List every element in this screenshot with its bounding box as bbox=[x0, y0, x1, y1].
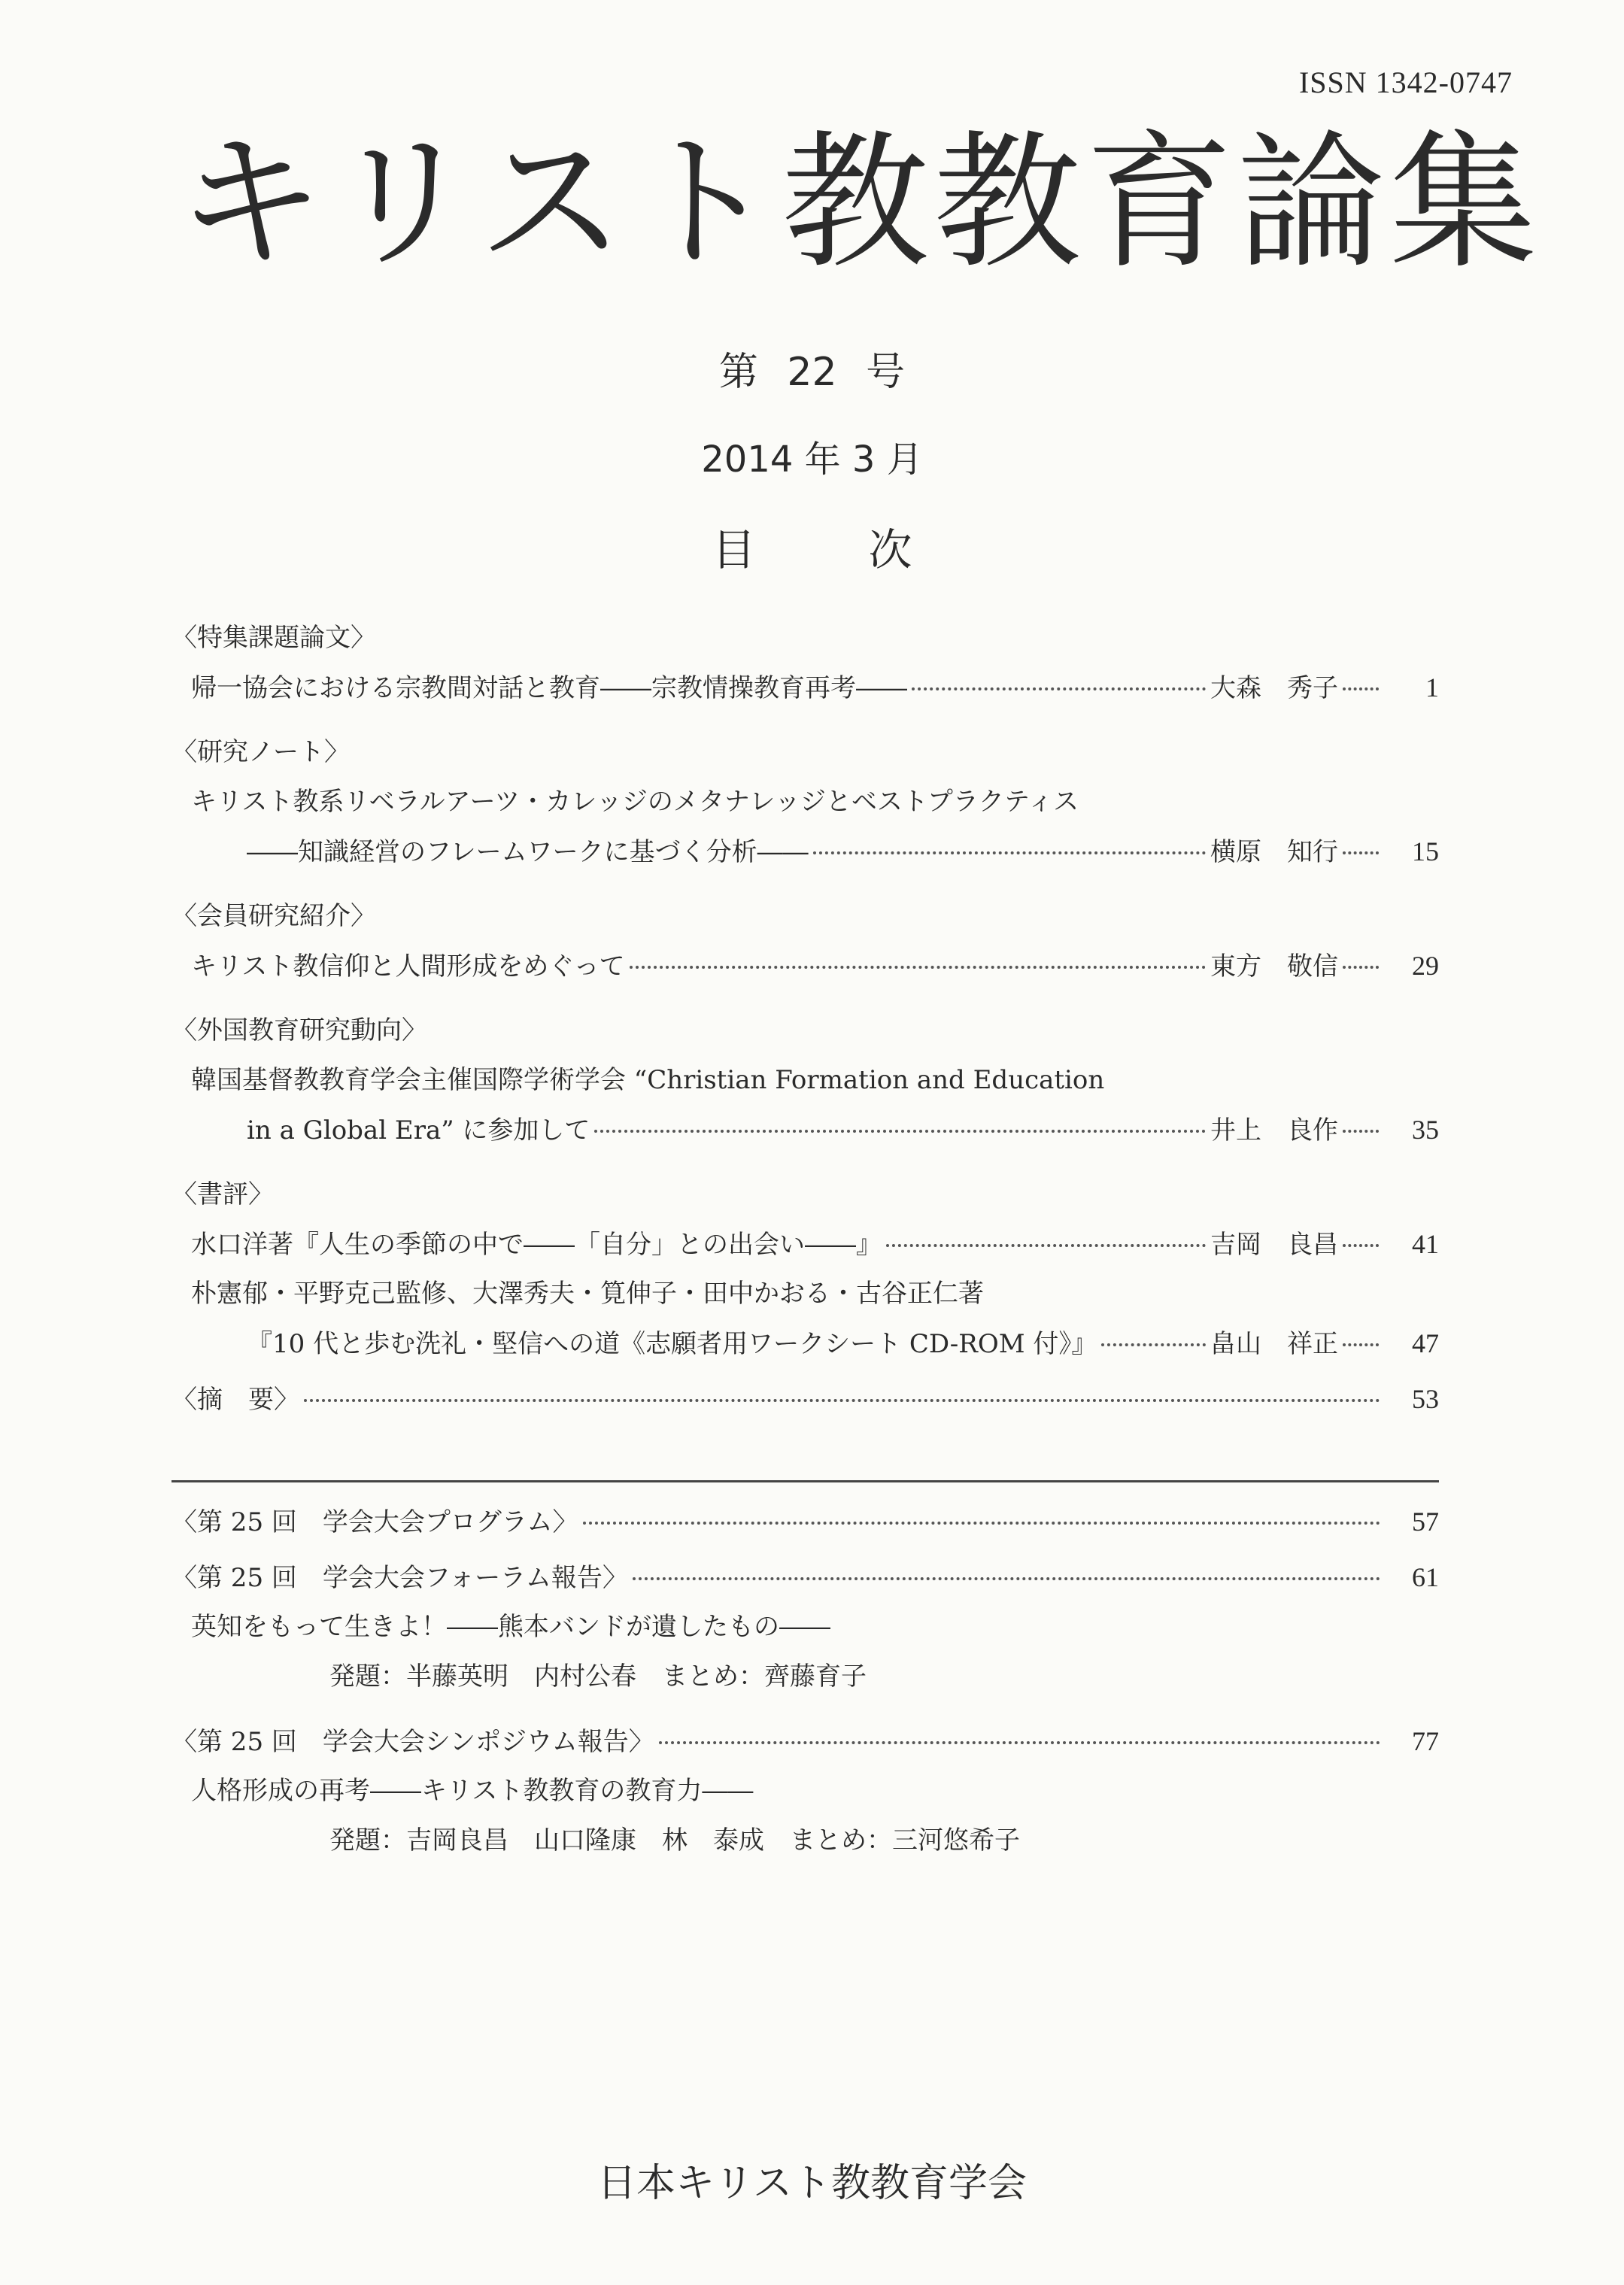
issn: ISSN 1342-0747 bbox=[1298, 65, 1513, 99]
entry-title-continuation: in a Global Era” に参加して bbox=[247, 1115, 590, 1146]
journal-title: キリスト教教育論集 bbox=[177, 117, 1542, 289]
meeting-speakers: 発題：吉岡良昌 山口隆康 林 泰成 まとめ：三河悠希子 bbox=[329, 1825, 1020, 1856]
meeting-speakers: 発題：半藤英明 内村公春 まとめ：齊藤育子 bbox=[329, 1661, 867, 1692]
issue-number: 第 22 号 bbox=[718, 350, 906, 395]
toc-entry[interactable] bbox=[172, 1552, 1439, 1602]
entry-title: 朴憲郁・平野克己監修、大澤秀夫・筧伸子・田中かおる・古谷正仁著 bbox=[191, 1279, 984, 1309]
toc-entry-abstracts[interactable] bbox=[172, 1374, 1439, 1424]
toc-entry[interactable] bbox=[172, 1497, 1439, 1546]
leader-dots bbox=[886, 1244, 1206, 1247]
entry-author: 東方 敬信 bbox=[1210, 951, 1338, 982]
entry-title: 帰一協会における宗教間対話と教育――宗教情操教育再考―― bbox=[191, 673, 907, 703]
leader-dots bbox=[912, 687, 1206, 690]
entry-page: 29 bbox=[1412, 951, 1439, 981]
leader-dots bbox=[1101, 1343, 1206, 1346]
leader-dots bbox=[304, 1399, 1380, 1402]
section-heading: 〈書評〉 bbox=[172, 1179, 274, 1209]
leader-dots bbox=[1343, 687, 1379, 690]
leader-dots bbox=[633, 1577, 1380, 1580]
meeting-label: 〈第 25 回 学会大会プログラム〉 bbox=[172, 1507, 578, 1537]
meeting-label: 〈第 25 回 学会大会シンポジウム報告〉 bbox=[172, 1727, 654, 1757]
toc-entry[interactable] bbox=[172, 1105, 1439, 1155]
leader-dots bbox=[594, 1130, 1206, 1133]
leader-dots bbox=[1343, 1244, 1379, 1247]
leader-dots bbox=[1343, 851, 1379, 854]
entry-page: 1 bbox=[1425, 672, 1439, 702]
entry-page: 77 bbox=[1412, 1726, 1439, 1756]
entry-page: 47 bbox=[1412, 1328, 1439, 1358]
leader-dots bbox=[1343, 1343, 1379, 1346]
leader-dots bbox=[1343, 966, 1379, 969]
section-heading: 〈特集課題論文〉 bbox=[172, 623, 376, 653]
issue-date: 2014 年 3 月 bbox=[701, 438, 923, 481]
toc-heading: 目次 bbox=[712, 524, 1025, 575]
entry-author: 大森 秀子 bbox=[1210, 673, 1338, 703]
meeting-label: 〈第 25 回 学会大会フォーラム報告〉 bbox=[172, 1563, 628, 1593]
entry-title: キリスト教信仰と人間形成をめぐって bbox=[191, 951, 625, 982]
entry-author: 横原 知行 bbox=[1210, 837, 1338, 867]
entry-author: 吉岡 良昌 bbox=[1210, 1230, 1338, 1260]
leader-dots bbox=[659, 1741, 1380, 1744]
entry-page: 61 bbox=[1412, 1562, 1439, 1592]
entry-page: 15 bbox=[1412, 836, 1439, 866]
toc-entry[interactable] bbox=[172, 827, 1439, 876]
entry-title: キリスト教系リベラルアーツ・カレッジのメタナレッジとベストプラクティス bbox=[191, 787, 1079, 817]
entry-title: 水口洋著『人生の季節の中で――「自分」との出会い――』 bbox=[191, 1230, 882, 1260]
section-heading: 〈研究ノート〉 bbox=[172, 737, 350, 767]
toc-entry[interactable] bbox=[172, 1219, 1439, 1269]
entry-page: 41 bbox=[1412, 1229, 1439, 1259]
entry-title: 韓国基督教教育学会主催国際学術学会 “Christian Formation and Education bbox=[191, 1065, 1105, 1095]
entry-page: 53 bbox=[1412, 1384, 1439, 1414]
toc-entry[interactable] bbox=[172, 941, 1439, 991]
leader-dots bbox=[813, 851, 1206, 854]
entry-page: 57 bbox=[1412, 1507, 1439, 1537]
leader-dots bbox=[583, 1522, 1380, 1525]
meeting-subtitle: 英知をもって生きよ！――熊本バンドが遺したもの―― bbox=[191, 1612, 830, 1642]
section-heading: 〈外国教育研究動向〉 bbox=[172, 1015, 427, 1045]
entry-title-continuation: 『10 代と歩む洗礼・堅信への道《志願者用ワークシート CD-ROM 付》』 bbox=[247, 1329, 1097, 1359]
entry-author: 井上 良作 bbox=[1210, 1115, 1338, 1146]
toc-entry[interactable] bbox=[172, 1716, 1439, 1766]
entry-title-continuation: ――知識経営のフレームワークに基づく分析―― bbox=[247, 837, 809, 867]
abstracts-label: 〈摘 要〉 bbox=[172, 1385, 299, 1415]
annual-meeting-contents bbox=[172, 1497, 1439, 1865]
entry-page: 35 bbox=[1412, 1115, 1439, 1145]
meeting-subtitle: 人格形成の再考――キリスト教教育の教育力―― bbox=[191, 1776, 754, 1806]
section-divider bbox=[172, 1480, 1439, 1482]
section-heading: 〈会員研究紹介〉 bbox=[172, 901, 376, 931]
entry-author: 畠山 祥正 bbox=[1210, 1329, 1338, 1359]
toc-entry[interactable] bbox=[172, 1319, 1439, 1368]
table-of-contents bbox=[172, 613, 1439, 1424]
leader-dots bbox=[630, 966, 1206, 969]
toc-entry[interactable] bbox=[172, 663, 1439, 712]
publisher-name: 日本キリスト教教育学会 bbox=[597, 2161, 1027, 2206]
leader-dots bbox=[1343, 1130, 1379, 1133]
